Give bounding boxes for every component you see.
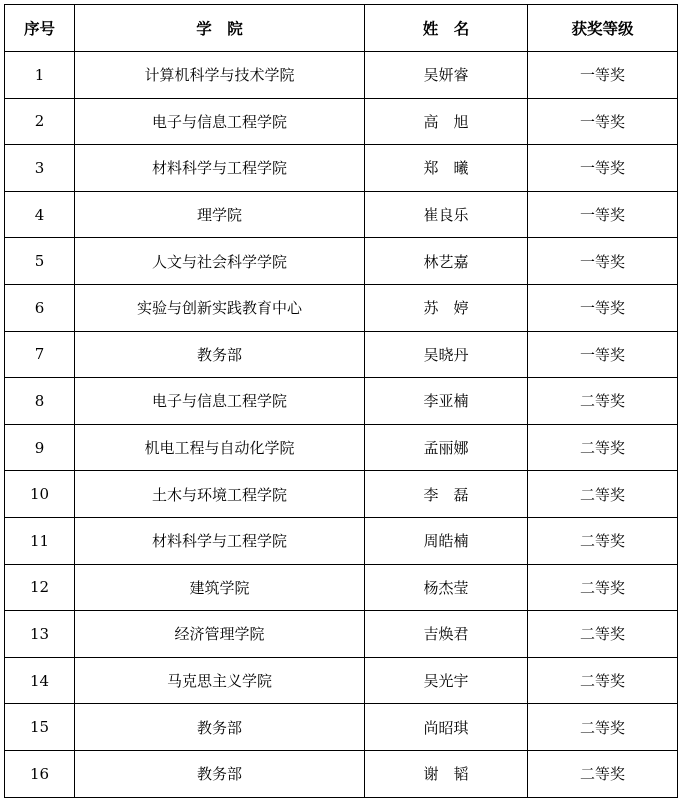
cell-name: 高 旭 bbox=[365, 98, 528, 145]
table-row bbox=[5, 378, 678, 425]
table-row bbox=[5, 52, 678, 99]
cell-level: 二等奖 bbox=[528, 378, 678, 425]
header-row bbox=[5, 5, 678, 52]
cell-name: 李亚楠 bbox=[365, 378, 528, 425]
cell-name: 吴光宇 bbox=[365, 657, 528, 704]
cell-level: 一等奖 bbox=[528, 191, 678, 238]
cell-no: 16 bbox=[5, 750, 75, 797]
cell-no: 6 bbox=[5, 284, 75, 331]
cell-level: 一等奖 bbox=[528, 52, 678, 99]
cell-name: 吴妍睿 bbox=[365, 52, 528, 99]
cell-college: 教务部 bbox=[75, 331, 365, 378]
cell-level: 二等奖 bbox=[528, 750, 678, 797]
cell-college: 人文与社会科学学院 bbox=[75, 238, 365, 285]
table-row bbox=[5, 517, 678, 564]
cell-college: 电子与信息工程学院 bbox=[75, 98, 365, 145]
cell-no: 4 bbox=[5, 191, 75, 238]
cell-level: 一等奖 bbox=[528, 98, 678, 145]
cell-college: 材料科学与工程学院 bbox=[75, 517, 365, 564]
table-row bbox=[5, 238, 678, 285]
cell-name: 郑 曦 bbox=[365, 145, 528, 192]
cell-name: 周皓楠 bbox=[365, 517, 528, 564]
table-row bbox=[5, 145, 678, 192]
cell-college: 实验与创新实践教育中心 bbox=[75, 284, 365, 331]
cell-no: 14 bbox=[5, 657, 75, 704]
cell-no: 12 bbox=[5, 564, 75, 611]
cell-no: 8 bbox=[5, 378, 75, 425]
cell-level: 二等奖 bbox=[528, 517, 678, 564]
cell-level: 二等奖 bbox=[528, 611, 678, 658]
cell-level: 一等奖 bbox=[528, 331, 678, 378]
cell-no: 11 bbox=[5, 517, 75, 564]
cell-name: 谢 韬 bbox=[365, 750, 528, 797]
cell-college: 建筑学院 bbox=[75, 564, 365, 611]
cell-name: 杨杰莹 bbox=[365, 564, 528, 611]
table-row bbox=[5, 657, 678, 704]
cell-college: 教务部 bbox=[75, 750, 365, 797]
cell-name: 李 磊 bbox=[365, 471, 528, 518]
cell-name: 苏 婷 bbox=[365, 284, 528, 331]
cell-college: 教务部 bbox=[75, 704, 365, 751]
cell-name: 林艺嘉 bbox=[365, 238, 528, 285]
table-row bbox=[5, 471, 678, 518]
table-row bbox=[5, 284, 678, 331]
cell-college: 土木与环境工程学院 bbox=[75, 471, 365, 518]
cell-no: 2 bbox=[5, 98, 75, 145]
cell-name: 尚昭琪 bbox=[365, 704, 528, 751]
table-row bbox=[5, 564, 678, 611]
cell-no: 13 bbox=[5, 611, 75, 658]
table-row bbox=[5, 98, 678, 145]
header-name: 姓 名 bbox=[365, 5, 528, 52]
cell-no: 5 bbox=[5, 238, 75, 285]
cell-level: 二等奖 bbox=[528, 657, 678, 704]
cell-no: 1 bbox=[5, 52, 75, 99]
cell-level: 二等奖 bbox=[528, 471, 678, 518]
cell-college: 电子与信息工程学院 bbox=[75, 378, 365, 425]
header-college: 学 院 bbox=[75, 5, 365, 52]
cell-level: 一等奖 bbox=[528, 145, 678, 192]
cell-level: 二等奖 bbox=[528, 704, 678, 751]
cell-no: 10 bbox=[5, 471, 75, 518]
cell-college: 计算机科学与技术学院 bbox=[75, 52, 365, 99]
table-row bbox=[5, 331, 678, 378]
cell-level: 二等奖 bbox=[528, 564, 678, 611]
table-row bbox=[5, 750, 678, 797]
cell-level: 二等奖 bbox=[528, 424, 678, 471]
cell-name: 孟丽娜 bbox=[365, 424, 528, 471]
cell-name: 吴晓丹 bbox=[365, 331, 528, 378]
award-table bbox=[4, 4, 678, 798]
cell-no: 7 bbox=[5, 331, 75, 378]
table-row bbox=[5, 424, 678, 471]
table-row bbox=[5, 704, 678, 751]
header-level: 获奖等级 bbox=[528, 5, 678, 52]
table-row bbox=[5, 191, 678, 238]
cell-no: 3 bbox=[5, 145, 75, 192]
cell-college: 马克思主义学院 bbox=[75, 657, 365, 704]
cell-level: 一等奖 bbox=[528, 284, 678, 331]
cell-college: 机电工程与自动化学院 bbox=[75, 424, 365, 471]
cell-level: 一等奖 bbox=[528, 238, 678, 285]
table-header bbox=[5, 5, 678, 52]
table-body bbox=[5, 52, 678, 798]
cell-name: 崔良乐 bbox=[365, 191, 528, 238]
cell-name: 吉焕君 bbox=[365, 611, 528, 658]
header-no: 序号 bbox=[5, 5, 75, 52]
cell-college: 材料科学与工程学院 bbox=[75, 145, 365, 192]
cell-no: 9 bbox=[5, 424, 75, 471]
table-row bbox=[5, 611, 678, 658]
cell-no: 15 bbox=[5, 704, 75, 751]
cell-college: 理学院 bbox=[75, 191, 365, 238]
cell-college: 经济管理学院 bbox=[75, 611, 365, 658]
